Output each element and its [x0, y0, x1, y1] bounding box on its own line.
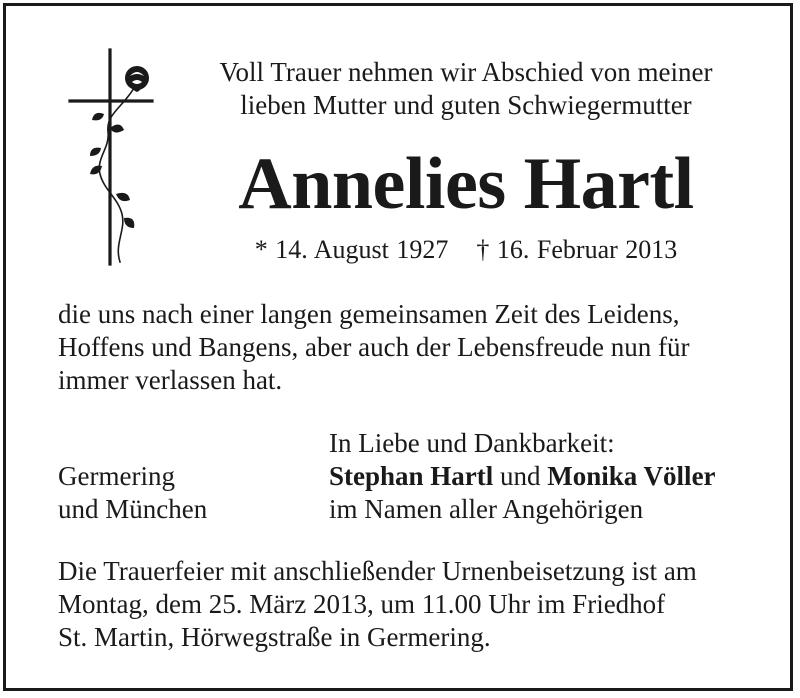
location-line-2: und München	[58, 494, 208, 524]
signer-name-1: Stephan Hartl	[329, 461, 494, 491]
intro-line-2: lieben Mutter und guten Schwiegermutter	[240, 90, 692, 120]
death-date: † 16. Februar 2013	[476, 235, 678, 264]
closing-phrase: In Liebe und Dankbarkeit:	[329, 428, 615, 458]
signer-connector: und	[493, 461, 548, 491]
intro-line-1: Voll Trauer nehmen wir Abschied von meiner	[219, 57, 713, 87]
location	[58, 460, 207, 526]
cross-with-rose-icon	[64, 48, 164, 270]
signers-line-2: im Namen aller Angehörigen	[329, 494, 644, 524]
intro-text	[186, 56, 746, 122]
funeral-line-2: Montag, dem 25. März 2013, um 11.00 Uhr im Friedhof	[58, 589, 666, 619]
funeral-line-1: Die Trauerfeier mit anschließender Urnenbeisetzung ist am	[58, 556, 697, 586]
life-dates	[206, 234, 726, 266]
deceased-name: Annelies Hartl	[238, 143, 694, 225]
funeral-line-3: St. Martin, Hörwegstraße in Germering.	[58, 622, 491, 652]
signer-name-2: Monika Völler	[547, 461, 716, 491]
message-line-2: Hoffens und Bangens, aber auch der Lebensfreude nun für	[58, 332, 690, 362]
signers-line-1	[329, 460, 716, 493]
message-text	[58, 298, 758, 397]
birth-date: * 14. August 1927	[254, 235, 449, 264]
obituary-notice	[3, 3, 793, 691]
location-line-1: Germering	[58, 461, 175, 491]
message-line-1: die uns nach einer langen gemeinsamen Zeit des Leidens,	[58, 299, 680, 329]
message-line-3: immer verlassen hat.	[58, 365, 283, 395]
funeral-details	[58, 555, 758, 654]
signers	[329, 460, 716, 526]
